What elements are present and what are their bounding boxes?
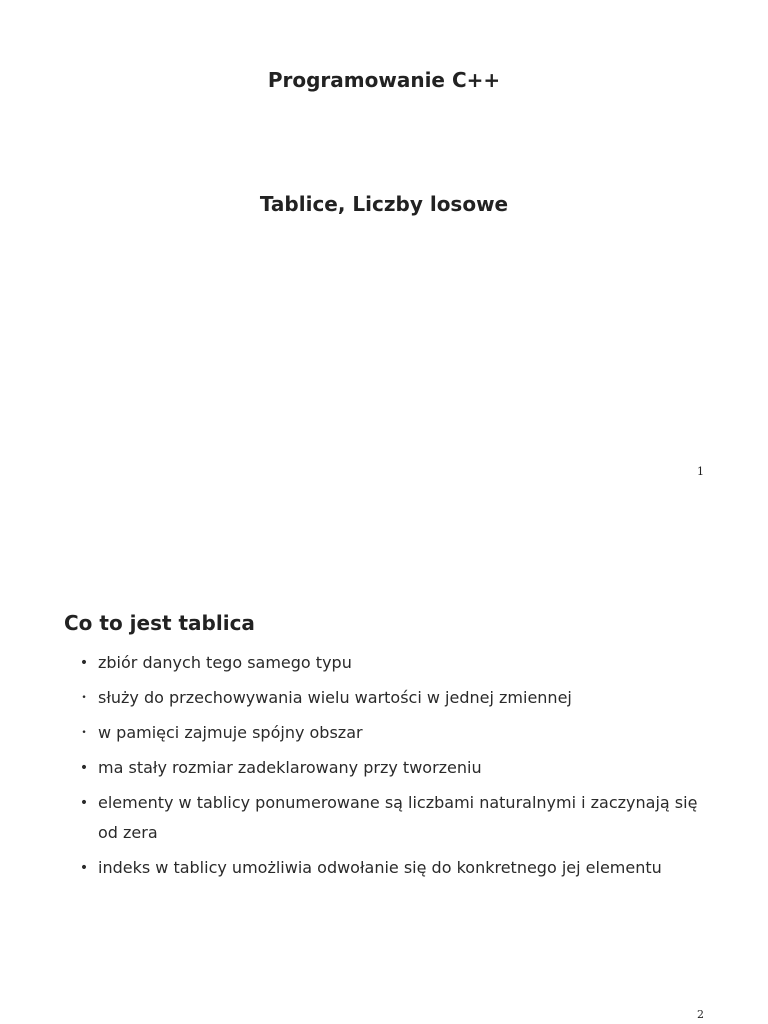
bullet-icon: • [81, 728, 87, 738]
section-heading: Co to jest tablica [64, 611, 255, 635]
bullet-icon: • [79, 760, 89, 776]
list-item-text: indeks w tablicy umożliwia odwołanie się do konkretnego jej elementu [98, 858, 662, 877]
list-item [78, 753, 708, 783]
page-number: 1 [697, 465, 704, 478]
bullet-icon: • [79, 655, 89, 671]
list-item-text: w pamięci zajmuje spójny obszar [98, 723, 363, 742]
list-item-text: elementy w tablicy ponumerowane są liczbami naturalnymi i zaczynają się od zera [98, 793, 698, 842]
bullet-icon: • [81, 693, 87, 703]
list-item [78, 788, 708, 848]
list-item-text: służy do przechowywania wielu wartości w jednej zmiennej [98, 688, 572, 707]
bullet-icon: • [79, 860, 89, 876]
list-item [78, 683, 708, 713]
list-item-text: zbiór danych tego samego typu [98, 653, 352, 672]
slide-subtitle: Tablice, Liczby losowe [259, 192, 509, 216]
slide-title: Programowanie C++ [267, 68, 501, 92]
list-item [78, 648, 708, 678]
list-item-text: ma stały rozmiar zadeklarowany przy tworzeniu [98, 758, 482, 777]
list-item [78, 718, 708, 748]
bullet-list [78, 648, 708, 888]
slide-2 [0, 512, 768, 1024]
page-number: 2 [697, 1008, 704, 1021]
bullet-icon: • [79, 795, 89, 811]
list-item [78, 853, 708, 883]
